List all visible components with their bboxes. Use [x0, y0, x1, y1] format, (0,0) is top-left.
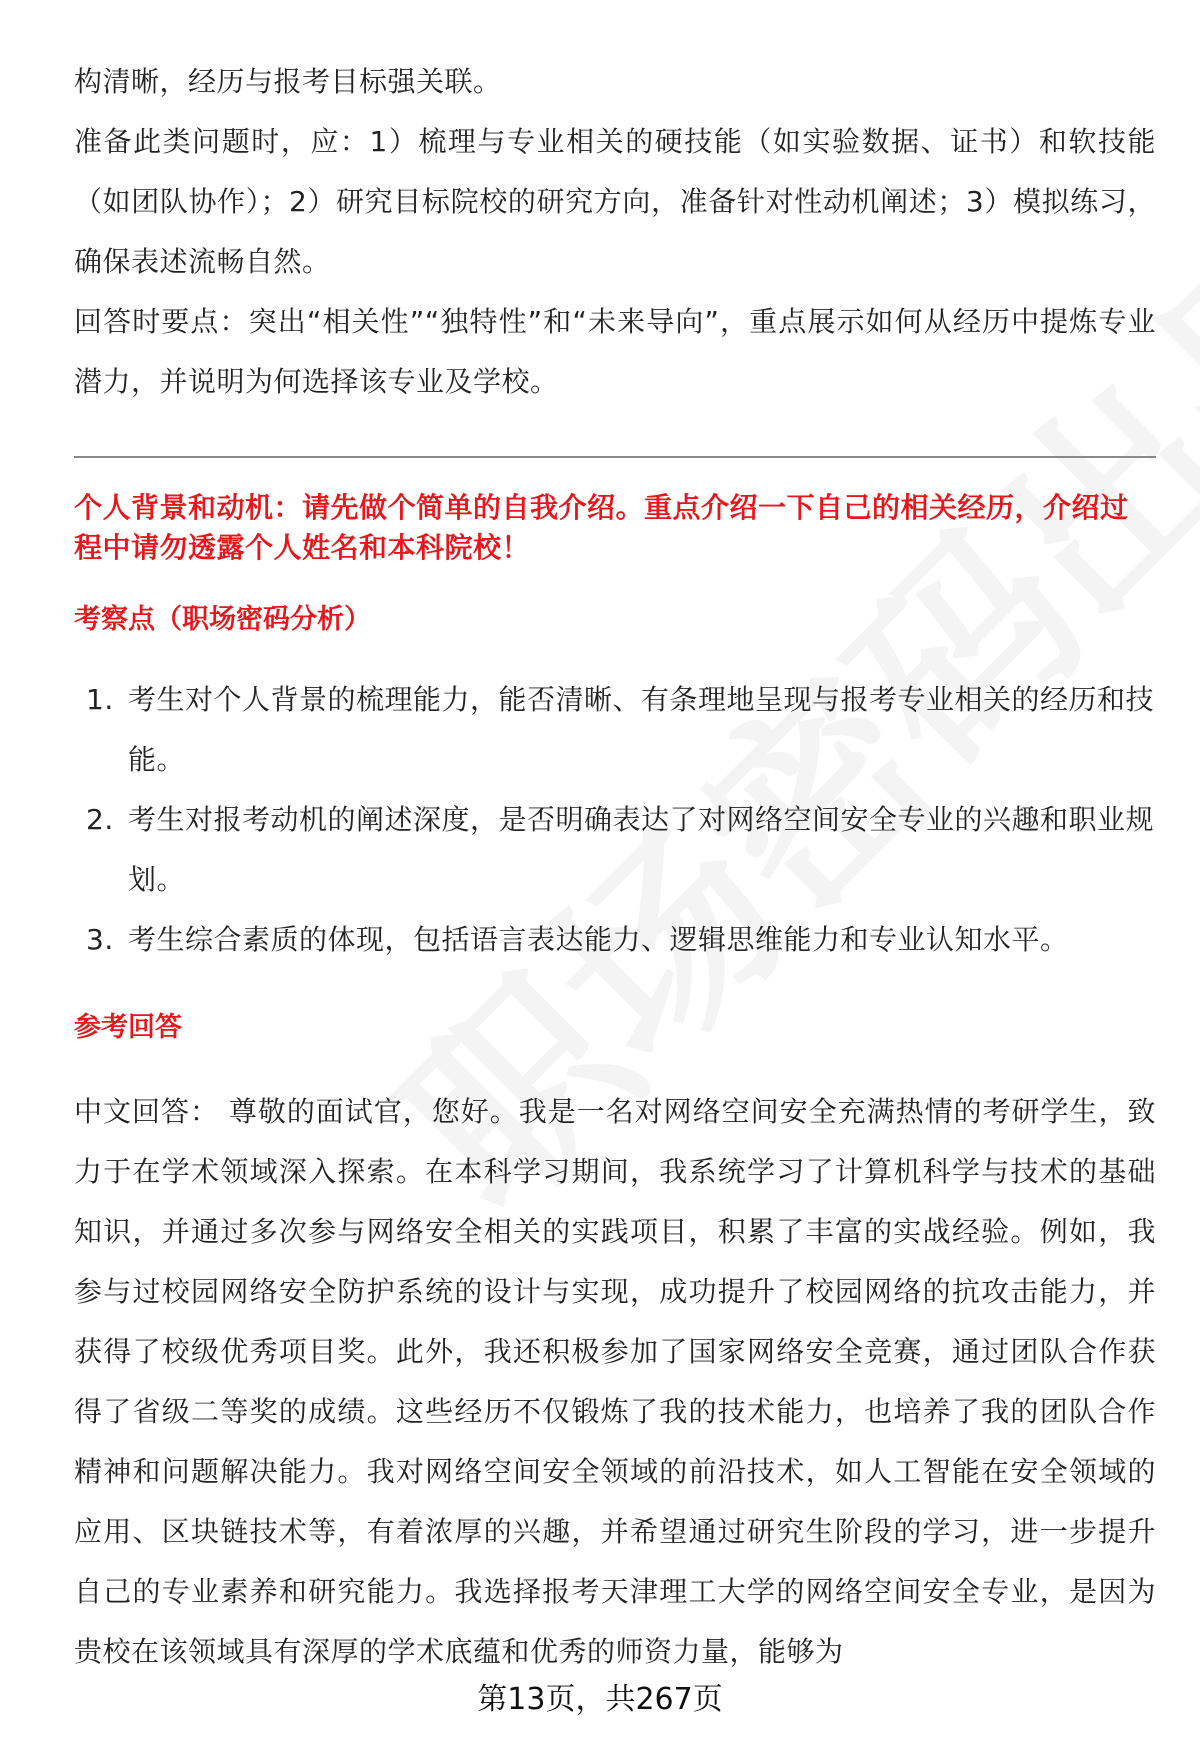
list-item-number: 3.	[86, 923, 114, 956]
list-item-text: 考生对个人背景的梳理能力，能否清晰、有条理地呈现与报考专业相关的经历和技能。	[128, 683, 1155, 776]
list-item-text: 考生综合素质的体现，包括语言表达能力、逻辑思维能力和专业认知水平。	[128, 923, 1069, 956]
answer-tips: 回答时要点：突出“相关性”“独特性”和“未来导向”，重点展示如何从经历中提炼专业潜力，并说明为何选择该专业及学校。	[74, 305, 1156, 398]
list-item-number: 1.	[86, 683, 114, 716]
section-divider	[74, 456, 1156, 458]
list-item	[74, 670, 1156, 790]
list-item-number: 2.	[86, 803, 114, 836]
page-number: 第13页，共267页	[477, 1682, 723, 1717]
exam-points-heading: 考察点（职场密码分析）	[74, 604, 371, 635]
list-item	[74, 790, 1156, 910]
exam-points-list	[74, 670, 1156, 970]
document-page	[74, 52, 1156, 1682]
intro-continuation: 构清晰，经历与报考目标强关联。	[74, 65, 502, 98]
reference-answer-text: 中文回答： 尊敬的面试官，您好。我是一名对网络空间安全充满热情的考研学生，致力于在学术领域深入探索。在本科学习期间，我系统学习了计算机科学与技术的基础知识，并通过多次参与网络安全相关的实践项目，积累了丰富的实战经验。例如，我参与过校园网络安全防护系统的设计与实现，成功提升了校园网络的抗攻击能力，并获得了校级优秀项目奖。此外，我还积极参加了国家网络安全竞赛，通过团队合作获得了省级二等奖的成绩。这些经历不仅锻炼了我的技术能力，也培养了我的团队合作精神和问题解决能力。我对网络空间安全领域的前沿技术，如人工智能在安全领域的应用、区块链技术等，有着浓厚的兴趣，并希望通过研究生阶段的学习，进一步提升自己的专业素养和研究能力。我选择报考天津理工大学的网络空间安全专业，是因为贵校在该领域具有深厚的学术底蕴和优秀的师资力量，能够为	[74, 1095, 1156, 1668]
reference-answer-heading: 参考回答	[74, 1012, 182, 1043]
list-item	[74, 910, 1156, 970]
preparation-advice: 准备此类问题时，应：1）梳理与专业相关的硬技能（如实验数据、证书）和软技能（如团队协作）；2）研究目标院校的研究方向，准备针对性动机阐述；3）模拟练习，确保表述流畅自然。	[74, 125, 1156, 278]
list-item-text: 考生对报考动机的阐述深度，是否明确表达了对网络空间安全专业的兴趣和职业规划。	[128, 803, 1155, 896]
interview-question: 个人背景和动机：请先做个简单的自我介绍。重点介绍一下自己的相关经历，介绍过程中请勿透露个人姓名和本科院校！	[74, 491, 1129, 564]
